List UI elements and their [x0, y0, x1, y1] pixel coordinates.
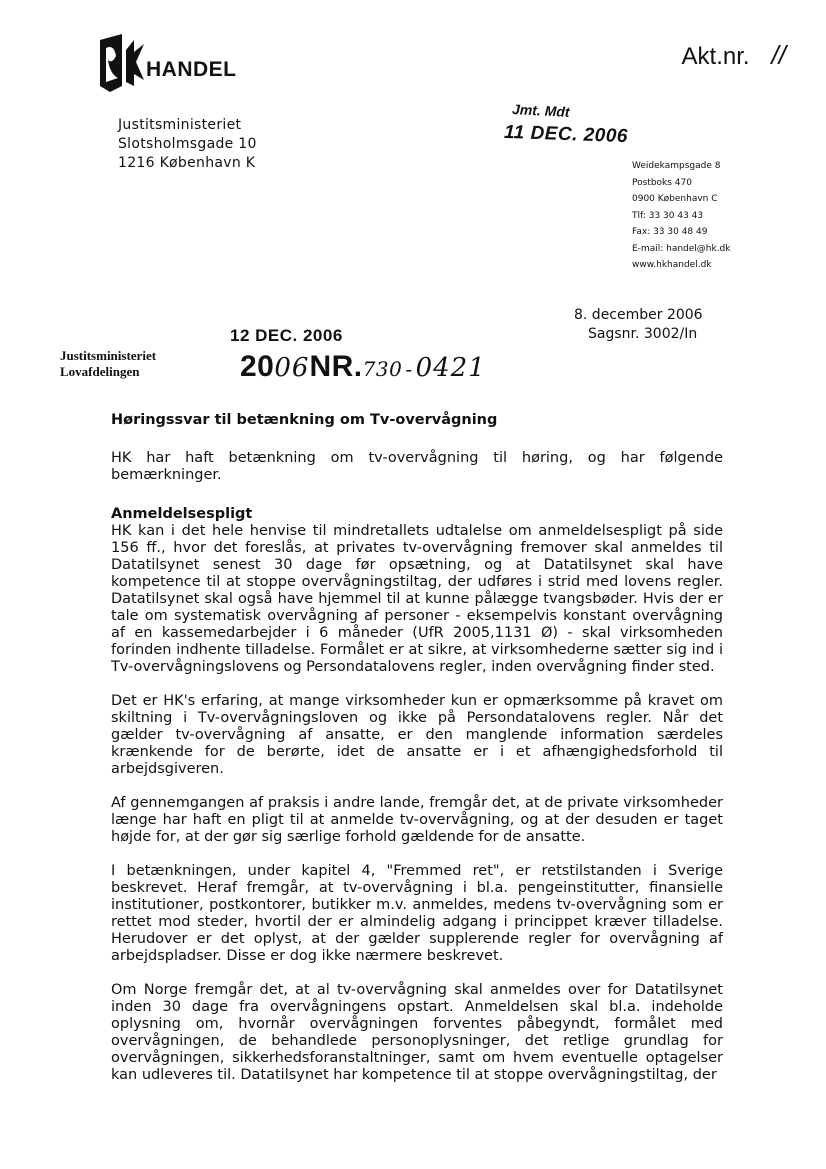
akt-nr: [682, 40, 786, 71]
paragraph-5: Om Norge fremgår det, at al tv-overvågning skal anmeldes over for Datatilsynet inden 30 dage fra overvågningens opstart. Anmeldelsen skal bl.a. indeholde oplysning om, hvornår overvågningen forventes påbegyndt, formålet med overvågningen, de behandlede personoplysninger, det retlige grundlag for overvågningen, sikkerhedsforanstaltninger, samt om hvem eventuelle optagelser kan udleveres til. Datatilsynet har kompetence til at stoppe overvågningstiltag, der: [111, 982, 723, 1083]
recipient-name: Justitsministeriet: [118, 117, 242, 133]
recipient-street: Slotsholmsgade 10: [118, 136, 257, 152]
ministry-stamp-dept-line1: Justitsministeriet: [60, 348, 157, 363]
case-number: Sagsnr. 3002/In: [588, 326, 698, 342]
logo-text: HANDEL: [146, 58, 237, 81]
journal-year-suffix: 06: [274, 353, 310, 383]
received-stamp: [503, 100, 629, 148]
section-title: Anmeldelsespligt: [111, 506, 253, 522]
received-stamp-label: Jmt. Mdt: [511, 100, 570, 120]
intro-paragraph: HK har haft betænkning om tv-overvågning til høring, og har følgende bemærkninger.: [111, 450, 723, 483]
journal-nr: NR.: [309, 350, 363, 383]
paragraph-3: Af gennemgangen af praksis i andre lande, fremgår det, at de private virksomheder længe har haft en pligt til at anmelde tv-overvågning, og at der desuden er taget højde for, at der gør sig særlige forhold gældende for de ansatte.: [111, 795, 723, 845]
letter-title: Høringssvar til betænkning om Tv-overvågning: [111, 412, 498, 428]
journal-dash: -: [405, 357, 413, 381]
ministry-stamp-dept-line2: Lovafdelingen: [60, 364, 140, 379]
ministry-stamp-department: [60, 348, 156, 380]
sender-contact: [632, 158, 731, 274]
recipient-address: [118, 116, 257, 173]
sender-street: Weidekampsgade 8: [632, 161, 721, 171]
ministry-stamp-date: 12 DEC. 2006: [230, 326, 343, 345]
journal-number: 730: [362, 357, 403, 381]
ministry-journal-number: [240, 350, 486, 384]
paragraph-1: HK kan i det hele henvise til mindretallets udtalelse om anmeldelsespligt på side 156 ff., hvor det foreslås, at privates tv-overvågning fremover skal anmeldes til Datatilsynet senest 30 dage før opsætning, og at Datatilsynet skal have kompetence til at stoppe overvågningstiltag, der udføres i strid med lovens regler. Datatilsynet skal også have hjemmel til at kunne pålægge tvangsbøder. Hvis der er tale om systematisk overvågning af personer - eksempelvis konstant overvågning af en kassemedarbejder i 6 måneder (UfR 2005,1131 Ø) - skal virksomheden forinden indhente tilladelse. Formålet er at sikre, at virksomhederne sætter sig ind i Tv-overvågningslovens og Persondatalovens regler, inden overvågning finder sted.: [111, 523, 723, 675]
sender-web: www.hkhandel.dk: [632, 260, 712, 270]
sender-phone: Tlf: 33 30 43 43: [632, 210, 704, 221]
hk-handel-logo: [100, 34, 237, 92]
recipient-city: 1216 København K: [118, 155, 256, 171]
paragraph-2: Det er HK's erfaring, at mange virksomheder kun er opmærksomme på kravet om skiltning i Tv-overvågningsloven og ikke på Persondatalovens regler. Når det gælder tv-overvågning af ansatte, er den manglende information særdeles krænkende for de berørte, idet de ansatte er i et afhængighedsforhold til arbejdsgiveren.: [111, 693, 723, 777]
paragraph-4: I betænkningen, under kapitel 4, "Fremmed ret", er retstilstanden i Sverige beskrevet. Heraf fremgår, at tv-overvågning i bl.a. pengeinstitutter, finansielle institutioner, postkontorer, butikker m.v. anmeldes, medens tv-overvågning som er rettet mod steder, hvortil der er almindelig adgang i princippet kræver tilladelse. Herudover er det oplyst, at der gælder supplerende regler for overvågning af arbejdspladser. Disse er dog ikke nærmere beskrevet.: [111, 863, 723, 964]
akt-nr-label: Akt.nr.: [681, 43, 750, 70]
journal-year-prefix: 20: [240, 350, 275, 383]
hk-logo-icon: [100, 34, 144, 92]
letter-date: 8. december 2006: [574, 307, 703, 323]
sender-city: 0900 København C: [632, 194, 718, 204]
sender-email: E-mail: handel@hk.dk: [632, 243, 731, 254]
letter-body: [111, 412, 723, 1101]
akt-nr-mark: //: [771, 40, 786, 70]
letter-date-block: [574, 306, 708, 344]
sender-fax: Fax: 33 30 48 49: [632, 227, 708, 237]
sender-box: Postboks 470: [632, 177, 692, 188]
received-stamp-date: 11 DEC. 2006: [503, 121, 629, 148]
journal-sub: 0421: [415, 353, 486, 383]
